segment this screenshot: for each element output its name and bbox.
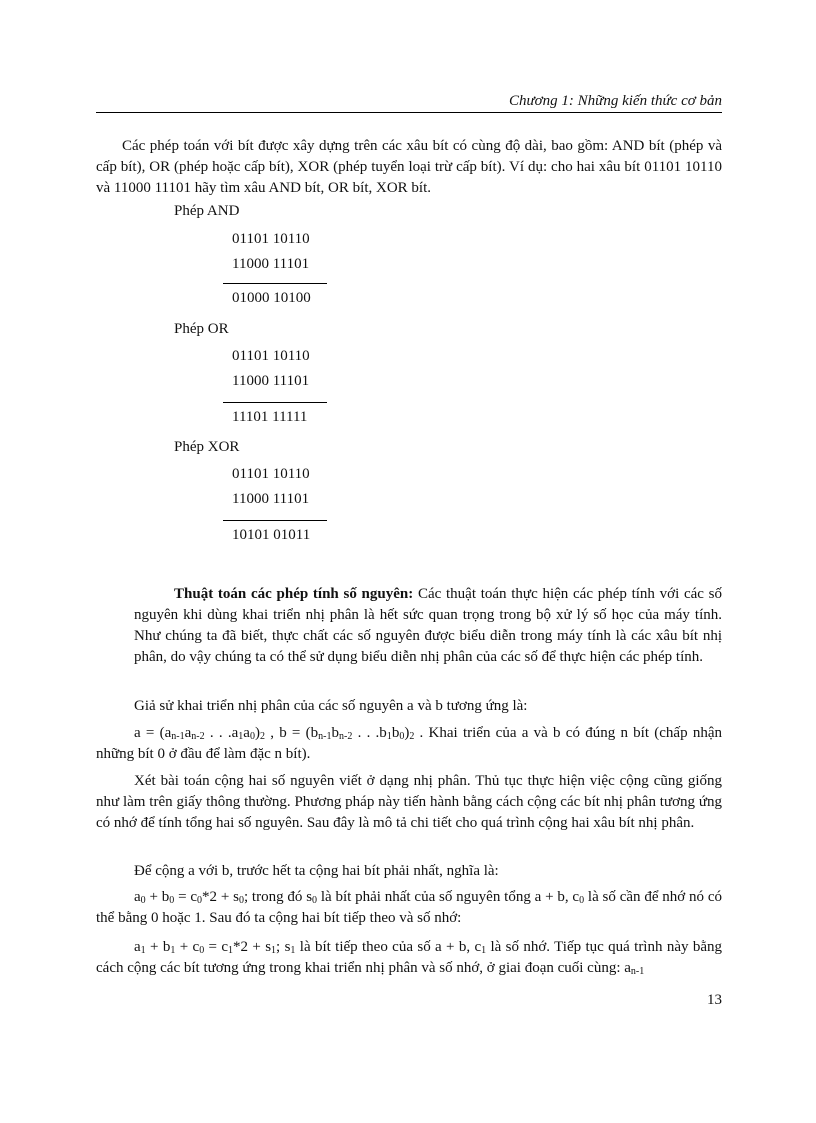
intro-paragraph: Các phép toán với bít được xây dựng trên các xâu bít có cùng độ dài, bao gồm: AND bít (phép và cấp bít), OR (phép hoặc cấp bít), XOR (phép tuyển loại trừ cấp bít). Ví dụ: cho hai xâu bít 01101 10110 và 11000 11101 hãy tìm xâu AND bít, OR bít, XOR bít. bbox=[96, 138, 722, 196]
xor-operand-b: 11000 11101 bbox=[232, 491, 310, 507]
algorithm-heading: Thuật toán các phép tính số nguyên: bbox=[174, 586, 414, 602]
and-result: 01000 10100 bbox=[232, 290, 311, 306]
and-operand-b: 11000 11101 bbox=[232, 256, 310, 272]
page-number: 13 bbox=[707, 992, 722, 1008]
or-operand-b: 11000 11101 bbox=[232, 373, 310, 389]
or-operand-a: 01101 10110 bbox=[232, 348, 310, 364]
and-label: Phép AND bbox=[174, 203, 240, 219]
xor-operand-a: 01101 10110 bbox=[232, 466, 310, 482]
step1-paragraph: $a_1 + b_1 + c_0 = c_1*2 + s_1$; $s_1$ là bít tiếp theo của số a + b, $c_1$ là số nhớ. Tiếp tục quá trình này bằng cách cộng các bít tương ứng trong khai triển nhị phân và số nhớ, ở giai đoạn cuối cùng: $a_{n-1}$ bbox=[96, 939, 723, 977]
algorithm-paragraph bbox=[134, 584, 722, 668]
step-intro-paragraph: Để cộng a với b, trước hết ta cộng hai bít phải nhất, nghĩa là: bbox=[134, 863, 499, 879]
header-rule bbox=[96, 112, 722, 113]
and-sum-line bbox=[223, 283, 327, 284]
or-sum-line bbox=[223, 402, 327, 403]
step0-paragraph: $a_0 + b_0 = c_0*2 + s_0$; trong đó $s_0$ là bít phải nhất của số nguyên tổng a + b, $c_0$ là số cần để nhớ nó có thể bằng 0 hoặc 1. Sau đó ta cộng hai bít tiếp theo và số nhớ: bbox=[96, 889, 722, 926]
xor-result: 10101 01011 bbox=[232, 527, 311, 543]
or-result: 11101 11111 bbox=[232, 409, 308, 425]
xor-sum-line bbox=[223, 520, 327, 521]
and-operand-a: 01101 10110 bbox=[232, 231, 310, 247]
suppose-paragraph: Giả sử khai triển nhị phân của các số nguyên a và b tương ứng là: bbox=[134, 698, 528, 714]
algorithm-text: Các thuật toán thực hiện các phép tính với các số nguyên khi dùng khai triển nhị phân là hết sức quan trọng trong bộ xử lý số học của máy tính. Như chúng ta đã biết, thực chất các số nguyên được biểu diễn trong máy tính là các xâu bít nhị phân, do vậy chúng ta có thể sử dụng biểu diễn nhị phân của các số để thực hiện các phép tính. bbox=[134, 586, 722, 665]
or-label: Phép OR bbox=[174, 321, 229, 337]
addition-paragraph: Xét bài toán cộng hai số nguyên viết ở dạng nhị phân. Thủ tục thực hiện việc cộng cũng giống như làm trên giấy thông thường. Phương pháp này tiến hành bằng cách cộng các bít nhị phân tương ứng có nhớ để tính tổng hai số nguyên. Sau đây là mô tả chi tiết cho quá trình cộng hai xâu bít nhị phân. bbox=[96, 773, 722, 831]
xor-label: Phép XOR bbox=[174, 439, 240, 455]
running-header: Chương 1: Những kiến thức cơ bản bbox=[508, 93, 722, 109]
expansion-paragraph: $a = (a_{n-1}a_{n-2}$ . . $.a_1a_0)_2$ , $b = (b_{n-1}b_{n-2}$ . . $.b_1b_0)_2$ . Khai triển của a và b có đúng n bít (chấp nhận những bít 0 ở đầu để làm đặc n bít). bbox=[96, 725, 722, 762]
